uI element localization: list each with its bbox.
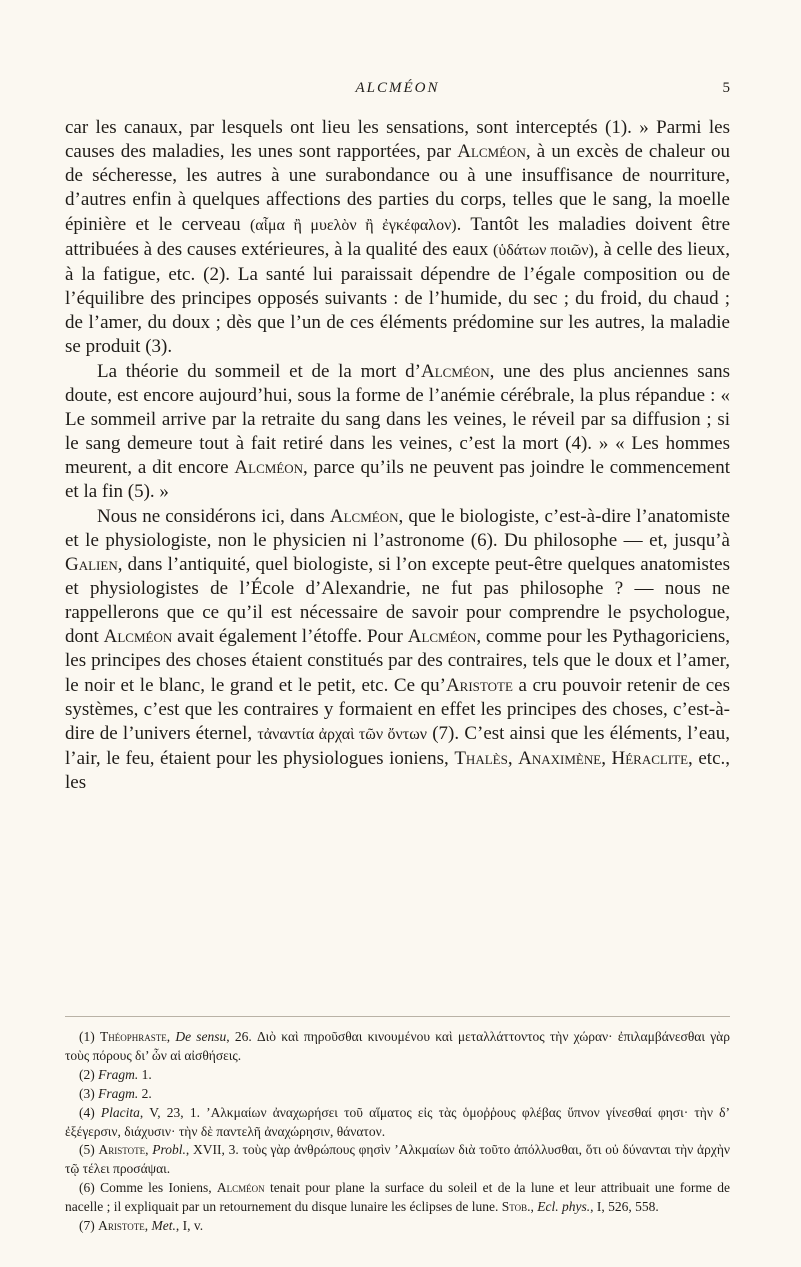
text-run: , etc., les <box>65 748 731 794</box>
author-name: Alcméon <box>216 1180 265 1196</box>
body-text <box>65 116 730 795</box>
page-number: 5 <box>722 80 730 96</box>
footnote <box>65 1179 730 1217</box>
footnote <box>65 1141 730 1179</box>
text-run: (7) <box>79 1218 99 1234</box>
footnote <box>65 1104 730 1142</box>
greek-quote: (αἷμα ἢ μυελὸν ἢ ἐγκέφαλον) <box>249 216 457 234</box>
text-run: , <box>166 1029 176 1044</box>
author-name: Alcméon <box>103 626 173 648</box>
text-run: 2. <box>138 1085 152 1101</box>
footnote <box>65 1217 730 1236</box>
author-name: Aristote <box>98 1218 145 1234</box>
author-name: Aristote <box>445 674 513 696</box>
author-name: Thalès <box>454 748 508 770</box>
running-title: ALCMÉON <box>355 80 440 96</box>
paragraph <box>65 116 730 360</box>
text-run: , <box>601 748 612 770</box>
paragraph <box>65 505 730 796</box>
text-run: a cru pouvoir retenir de ces systèmes, c’est que les contraires y formaient en effet les principes des choses, c’est-à-dire de l’univers éternel, <box>65 674 730 744</box>
text-run: , V, 23, 1. ’Αλκμαίων ἀναχωρήσει τοῦ αἵματος εἰς τὰς ὁμοῤῥους φλέβας ὕπνον γίνεσθαί φησι· τὴν δ’ ἐξέγερσιν, διάχυσιν· τὴν δὲ παντελῆ ἀναχώρησιν, θάνατον. <box>65 1104 730 1139</box>
author-name: Aristote <box>98 1142 146 1158</box>
text-run: (5) <box>79 1142 99 1158</box>
paragraph <box>65 360 730 505</box>
text-run: 1. <box>138 1066 152 1082</box>
author-name: Alcméon <box>407 626 477 648</box>
work-title: De sensu <box>175 1029 227 1044</box>
author-name: Alcméon <box>457 141 526 163</box>
text-run: , <box>530 1199 538 1215</box>
author-name: Alcméon <box>421 360 490 382</box>
work-title: Ecl. phys. <box>537 1199 591 1215</box>
work-title: Met. <box>151 1218 176 1234</box>
text-run: , comme pour les Pythagoriciens, les principes des choses étaient constitués par des contraires, tels que le doux et l’amer, le noir et le blanc, le grand et le petit, etc. Ce qu’ <box>65 626 731 696</box>
text-run: , parce qu’ils ne peuvent pas joindre le commencement et la fin (5). » <box>65 457 730 503</box>
text-run: , <box>145 1142 153 1158</box>
text-run: La théorie du sommeil et de la mort d’ <box>97 360 422 382</box>
author-name: Galien <box>65 553 118 575</box>
work-title: Placita <box>100 1104 140 1120</box>
text-run: (7). C’est ainsi que les éléments, l’eau, l’air, le feu, étaient pour les physiologues ioniens, <box>65 722 730 770</box>
text-run: , dans l’antiquité, quel biologiste, si l’on excepte peut-être quelques anatomistes et physiologistes de l’École d’Alexandrie, ne fut pas philosophe ? — nous ne rappellerons que ce qu’il est nécessaire de savoir pour comprendre le psychologue, dont <box>65 553 730 648</box>
text-run: , 26. Διὸ καὶ πηροῦσθαι κινουμένου καὶ μεταλλάττοντος τὴν χώραν· ἐπιλαμβάνεσθαι γὰρ τοὺς πόρους δι’ ὧν αἱ αἰσθήσεις. <box>65 1029 730 1063</box>
text-run: , à un excès de chaleur ou de sécheresse, les autres à une surabondance ou à une insuffisance de nourriture, d’autres enfin à quelques affections des parties du corps, telles que le sang, la moelle épinière et le cerveau <box>65 141 731 235</box>
text-run: (4) <box>79 1104 101 1120</box>
text-run: avait également l’étoffe. Pour <box>172 626 408 648</box>
author-name: Anaximène <box>518 748 602 770</box>
text-run: , à celle des lieux, à la fatigue, etc. (2). La santé lui paraissait dépendre de l’égale composition ou de l’équilibre des principes opposés suivants : de l’humide, du sec ; du froid, du chaud ; de l’amer, du doux ; dès que l’un de ces éléments prédomine sur les autres, la maladie se produit (3). <box>65 238 731 358</box>
text-run: , <box>144 1218 152 1234</box>
author-name: Alcméon <box>234 457 304 479</box>
running-head <box>65 80 730 100</box>
text-run: tenait pour plane la surface du soleil et de la lune et leur attribuait une forme de nacelle ; il expliquait par un retournement du disque lunaire les éclipses de lune. <box>65 1180 730 1215</box>
work-title: Fragm. <box>98 1066 139 1082</box>
text-run: (2) <box>79 1066 99 1082</box>
text-run: , XVII, 3. τοὺς γὰρ ἀνθρώπους φησὶν ’Αλκμαίων διὰ τοῦτο ἀπόλλυσθαι, ὅτι οὐ δύνανται τὴν ἀρχὴν τῷ τέλει προσάψαι. <box>65 1142 731 1177</box>
text-run: (6) Comme les Ioniens, <box>79 1180 217 1196</box>
text-run: , une des plus anciennes sans doute, est encore aujourd’hui, sous la forme de l’anémie cérébrale, la plus répandue : « Le sommeil arrive par la retraite du sang dans les veines, le réveil par sa diffusion ; si le sang demeure tout à fait retiré dans les veines, c’est la mort (4). » « Les hommes meurent, a dit encore <box>65 360 730 479</box>
greek-quote: (ὑδάτων ποιῶν) <box>492 241 594 259</box>
text-run: , que le biologiste, c’est-à-dire l’anatomiste et le physiologiste, non le physicien ni l’astronome (6). Du philosophe — et, jusqu’à <box>65 505 730 551</box>
text-run: , I, v. <box>175 1218 204 1234</box>
text-run: (1) <box>79 1029 100 1044</box>
work-title: Probl. <box>152 1142 186 1158</box>
footnote <box>65 1066 730 1085</box>
author-name: Stob. <box>501 1199 531 1215</box>
footnote-divider <box>65 1016 730 1017</box>
author-name: Alcméon <box>329 505 399 527</box>
text-run: . Tantôt les maladies doivent être attribuées à des causes extérieures, à la qualité des eaux <box>65 213 730 260</box>
footnotes <box>65 1028 730 1236</box>
text-run: Nous ne considérons ici, dans <box>97 505 330 527</box>
text-run: , I, 526, 558. <box>590 1199 659 1215</box>
footnote <box>65 1085 730 1104</box>
footnote <box>65 1028 730 1066</box>
text-run: car les canaux, par lesquels ont lieu les sensations, sont interceptés (1). » Parmi les causes des maladies, les unes sont rapportées, par <box>65 117 730 163</box>
author-name: Héraclite <box>611 748 689 770</box>
work-title: Fragm. <box>98 1085 139 1101</box>
author-name: Théophraste <box>99 1029 167 1044</box>
greek-quote: τἀναντία ἀρχαὶ τῶν ὄντων <box>257 725 427 743</box>
text-run: , <box>507 748 519 770</box>
text-run: (3) <box>79 1085 99 1101</box>
